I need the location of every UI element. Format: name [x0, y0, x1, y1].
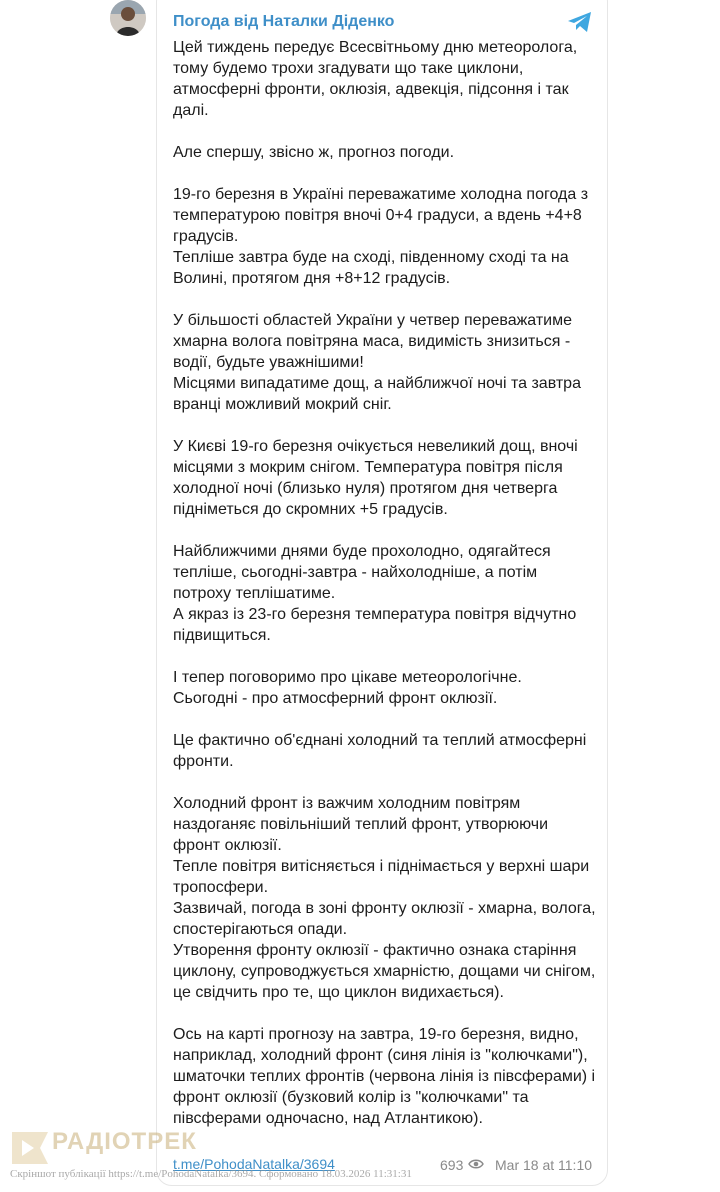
paragraph: 19-го березня в Україні переважатиме холодна погода з температурою повітря вночі 0+4 градуси, а вдень +4+8 градусів. Тепліше завтра буде на сході, південному сході та на Волині, протягом дня +8+12 градусів.	[173, 186, 589, 287]
paragraph: Ось на карті прогнозу на завтра, 19-го березня, видно, наприклад, холодний фронт (синя лінія із "колючками"), шматочки теплих фронтів (червона лінія із півсферами) і фронт оклюзії (бузковий колір із "колючками" та півсферами одночасно, над Атлантикою).	[173, 1026, 596, 1127]
post-date[interactable]: Mar 18 at 11:10	[495, 1157, 593, 1173]
screenshot-caption: Скріншот публікації https://t.me/PohodaNatalka/3694. Сформовано 18.03.2026 11:31:31	[10, 1168, 412, 1180]
eye-icon	[468, 1158, 484, 1170]
paragraph: Холодний фронт із важчим холодним повітрям наздоганяє повільніший теплий фронт, утворюючи фронт оклюзії. Тепле повітря витісняється і піднімається у верхні шари тропосфери. Зазвичай, погода в зоні фронту оклюзії - хмарна, волога, спостерігаються опади. Утворення фронту оклюзії - фактично ознака старіння циклону, супроводжується хмарністю, дощами чи снігом, це свідчить про те, що циклон видихається).	[173, 795, 596, 1001]
paragraph: Це фактично об'єднані холодний та теплий атмосферні фронти.	[173, 732, 587, 770]
paragraph: Але спершу, звісно ж, прогноз погоди.	[173, 144, 455, 161]
avatar-image	[110, 0, 146, 36]
telegram-icon[interactable]	[567, 11, 593, 33]
message-text	[173, 37, 598, 1129]
watermark-brand: РАДІОТРЕК	[52, 1128, 197, 1155]
post-link[interactable]: t.me/PohodaNatalka/3694	[173, 1156, 335, 1172]
avatar[interactable]	[110, 0, 146, 36]
paragraph: Цей тиждень передує Всесвітньому дню метеоролога, тому будемо трохи згадувати що таке циклони, атмосферні фронти, оклюзія, адвекція, підсоння і так далі.	[173, 39, 578, 119]
paragraph: Найближчими днями буде прохолодно, одягайтеся тепліше, сьогодні-завтра - найхолодніше, а потім потроху теплішатиме. А якраз із 23-го березня температура повітря відчутно підвищиться.	[173, 543, 577, 644]
paragraph: І тепер поговоримо про цікаве метеорологічне. Сьогодні - про атмосферний фронт оклюзії.	[173, 669, 522, 707]
view-count: 693	[440, 1157, 464, 1173]
paragraph: У більшості областей України у четвер переважатиме хмарна волога повітряна маса, видимість знизиться - водії, будьте уважнішими! Місцями випадатиме дощ, а найближчої ночі та завтра вранці можливий мокрий сніг.	[173, 312, 581, 413]
paragraph: У Києві 19-го березня очікується невеликий дощ, вночі місцями з мокрим снігом. Температура повітря після холодної ночі (близько нуля) протягом дня четверга підніметься до скромних +5 градусів.	[173, 438, 578, 518]
channel-name[interactable]: Погода від Наталки Діденко	[173, 13, 395, 30]
